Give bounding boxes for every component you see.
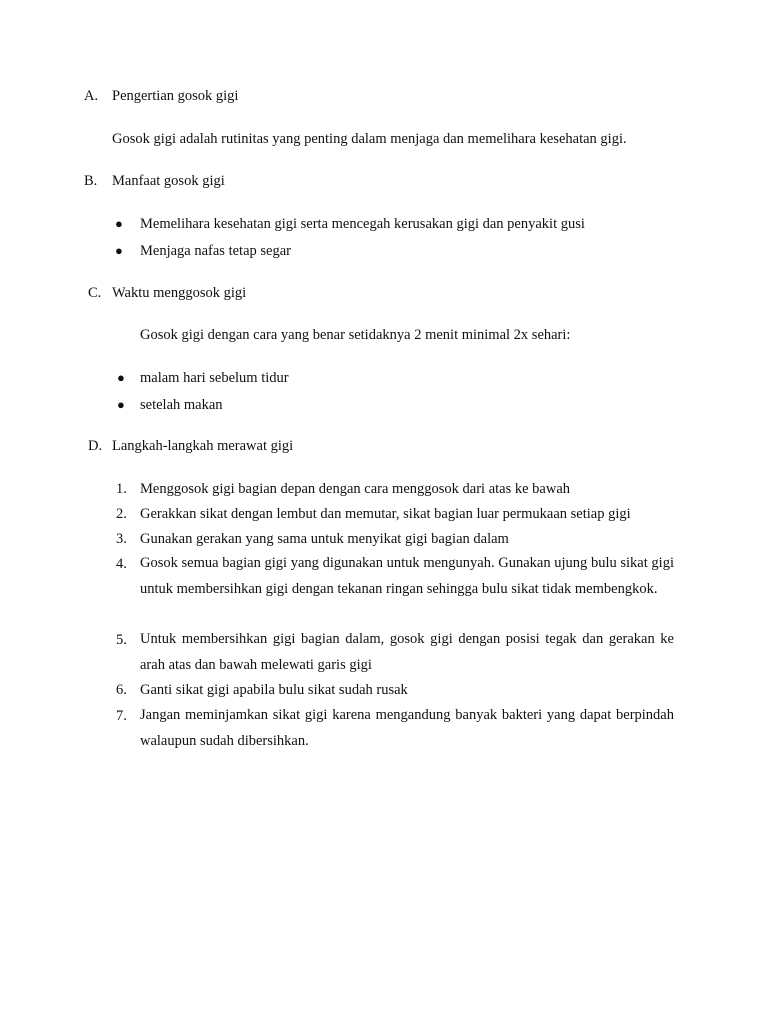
section-a-letter: A. xyxy=(84,88,99,104)
step-text: Gunakan gerakan yang sama untuk menyikat gigi bagian dalam xyxy=(140,531,509,547)
step-text: Ganti sikat gigi apabila bulu sikat sudah rusak xyxy=(140,682,408,698)
section-b-bullet-item: Memelihara kesehatan gigi serta mencegah kerusakan gigi dan penyakit gusi xyxy=(140,216,585,232)
section-c-letter: C. xyxy=(88,285,102,301)
step-text: Gerakkan sikat dengan lembut dan memutar, sikat bagian luar permukaan setiap gigi xyxy=(140,506,631,522)
section-a-body: Gosok gigi adalah rutinitas yang penting dalam menjaga dan memelihara kesehatan gigi. xyxy=(112,131,627,147)
step-text: Jangan meminjamkan sikat gigi karena mengandung banyak bakteri yang dapat berpindah walaupun sudah dibersihkan. xyxy=(140,707,674,749)
section-b-bullet-item: Menjaga nafas tetap segar xyxy=(140,243,291,259)
step-number: 2. xyxy=(116,506,127,522)
step-number: 6. xyxy=(116,682,127,698)
step-number: 4. xyxy=(116,556,127,572)
section-b-letter: B. xyxy=(84,173,98,189)
step-number: 7. xyxy=(116,708,127,724)
bullet-icon: ● xyxy=(115,216,123,231)
section-c-heading: Waktu menggosok gigi xyxy=(112,285,247,301)
section-c-bullet-item: setelah makan xyxy=(140,397,223,413)
bullet-icon: ● xyxy=(115,243,123,258)
section-c-bullet-item: malam hari sebelum tidur xyxy=(140,370,289,386)
section-d-letter: D. xyxy=(88,438,103,454)
section-b-heading: Manfaat gosok gigi xyxy=(112,173,225,189)
section-c-body: Gosok gigi dengan cara yang benar setidaknya 2 menit minimal 2x sehari: xyxy=(140,327,571,343)
section-d-heading: Langkah-langkah merawat gigi xyxy=(112,438,294,454)
bullet-icon: ● xyxy=(117,397,125,412)
step-number: 3. xyxy=(116,531,127,547)
bullet-icon: ● xyxy=(117,370,125,385)
step-number: 5. xyxy=(116,632,127,648)
step-number: 1. xyxy=(116,481,127,497)
step-text: Menggosok gigi bagian depan dengan cara menggosok dari atas ke bawah xyxy=(140,481,571,497)
step-text: Untuk membersihkan gigi bagian dalam, gosok gigi dengan posisi tegak dan gerakan ke arah atas dan bawah melewati garis gigi xyxy=(140,631,674,673)
step-text: Gosok semua bagian gigi yang digunakan untuk mengunyah. Gunakan ujung bulu sikat gigi untuk membersihkan gigi dengan tekanan ringan sehingga bulu sikat tidak membengkok. xyxy=(140,555,674,597)
section-a-heading: Pengertian gosok gigi xyxy=(112,88,239,104)
